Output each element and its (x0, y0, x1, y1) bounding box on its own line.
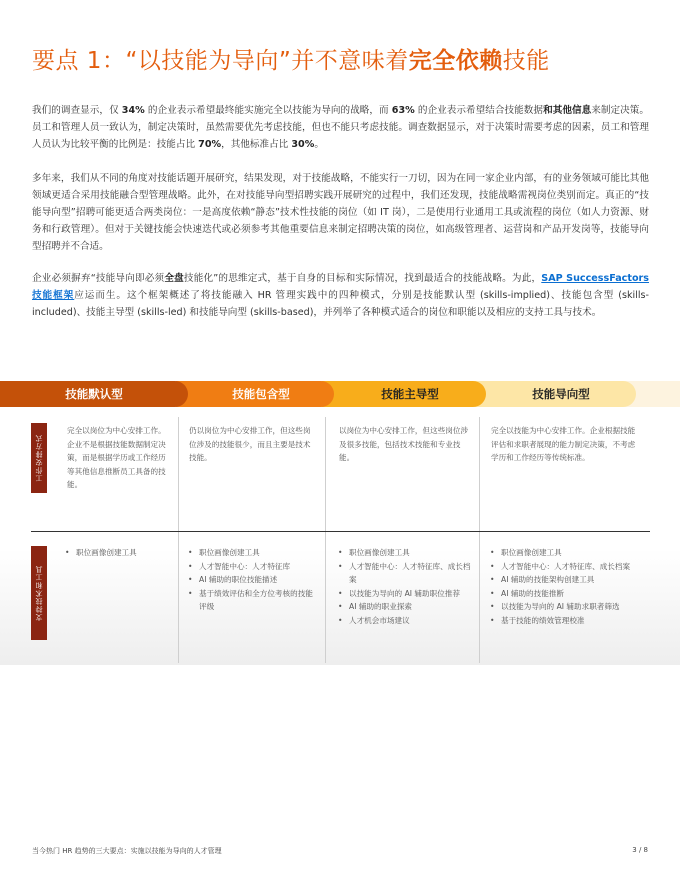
column-divider (178, 417, 179, 663)
list-item: • 人才智能中心：人才特征库、成长档案 (488, 560, 642, 574)
list-item: • 人才智能中心：人才特征库、成长档案 (336, 560, 472, 587)
row-label-work: 工作安排方式 (31, 423, 47, 493)
row-label-tools: 支持技术和工具 (31, 546, 47, 640)
work-cell-skills-led: 以岗位为中心安排工作，但这些岗位涉及很多技能，包括技术技能和专业技能。 (339, 426, 469, 462)
tools-list-skills-implied (63, 546, 173, 560)
header-skills-led: 技能主导型 (322, 381, 486, 407)
header-skills-included: 技能包含型 (176, 381, 334, 407)
page-title: 要点 1：“以技能为导向”并不意味着完全依赖技能 (32, 48, 550, 74)
list-item: • 职位画像创建工具 (488, 546, 642, 560)
work-cell-skills-based: 完全以技能为中心安排工作。企业根据技能评估和求职者展现的能力制定决策，不考虑学历和工作经历等传统标准。 (491, 426, 636, 462)
list-item: • AI 辅助的职位技能描述 (186, 573, 320, 587)
paragraph-survey: 我们的调查显示，仅 34% 的企业表示希望最终能实施完全以技能为导向的战略，而 63% 的企业表示希望结合技能数据和其他信息来制定决策。员工和管理人员一致认为，制定决策时，虽然需要优先考虑技能，但也不能只考虑技能。调查数据显示，对于决策时需要考虑的因素，员工和管理人员认为比较平衡的比例是：技能占比 70%，其他标准占比 30%。 (32, 105, 650, 150)
work-cell-skills-implied: 完全以岗位为中心安排工作。企业不是根据技能数据制定决策，而是根据学历或工作经历等其他信息推断员工具备的技能。 (67, 426, 166, 489)
list-item: • 人才智能中心：人才特征库 (186, 560, 320, 574)
list-item: • 基于绩效评估和全方位考核的技能评级 (186, 587, 320, 614)
list-item: • AI 辅助的技能推断 (488, 587, 642, 601)
list-item: • 基于技能的绩效管理校准 (488, 614, 642, 628)
list-item: • 职位画像创建工具 (63, 546, 173, 560)
tools-list-skills-led (336, 546, 472, 627)
footer-title: 当今热门 HR 趋势的三大要点：实施以技能为导向的人才管理 (32, 847, 222, 855)
column-divider (325, 417, 326, 663)
sap-skills-framework-link[interactable]: SAP SuccessFactors 技能框架 (32, 273, 649, 301)
header-skills-based: 技能导向型 (474, 381, 636, 407)
list-item: • AI 辅助的技能架构创建工具 (488, 573, 642, 587)
row-divider (31, 531, 650, 532)
list-item: • 职位画像创建工具 (186, 546, 320, 560)
list-item: • 职位画像创建工具 (336, 546, 472, 560)
tools-list-skills-based (488, 546, 642, 627)
page-number: 3 / 8 (632, 846, 648, 854)
list-item: • 以技能为导向的 AI 辅助职位推荐 (336, 587, 472, 601)
tools-list-skills-included (186, 546, 320, 614)
list-item: • 人才机会市场建议 (336, 614, 472, 628)
column-divider (479, 417, 480, 663)
paragraph-framework: 企业必须摒弃“技能导向即必须全盘技能化”的思维定式，基于自身的目标和实际情况，找到最适合的技能战略。为此，SAP SuccessFactors 技能框架应运而生。这个框架概述了将技能融入 HR 管理实践中的四种模式，分别是技能默认型 (skills-implied)、技能包含型 (skills-included)、技能主导型 (skills-led) 和技能导向型 (skills-based)，并列举了各种模式适合的岗位和职能以及相应的支持工具与技术。 (32, 273, 649, 318)
header-skills-implied: 技能默认型 (0, 381, 188, 407)
list-item: • AI 辅助的职业探索 (336, 600, 472, 614)
paragraph-research: 多年来，我们从不同的角度对技能话题开展研究，结果发现，对于技能战略，不能实行一刀切，因为在同一家企业内部，有的业务领域可能比其他领域更适合采用技能融合型管理战略。此外，在对技能导向型招聘实践开展研究的过程中，我们还发现，技能战略需视岗位类别而定。真正的“技能导向型”招聘可能更适合两类岗位：一是高度依赖“静态”技术性技能的岗位（如 IT 岗），二是使用行业通用工具或流程的岗位（如人力资源、财务和行政管理）。但对于关键技能会快速迭代或必须参考其他重要信息来制定招聘决策的岗位，如高级管理者、运营岗和产品开发岗等，技能导向型招聘并不合适。 (32, 173, 649, 252)
work-cell-skills-included: 仍以岗位为中心安排工作，但这些岗位涉及的技能很少，而且主要是技术技能。 (189, 426, 311, 462)
list-item: • 以技能为导向的 AI 辅助求职者筛选 (488, 600, 642, 614)
